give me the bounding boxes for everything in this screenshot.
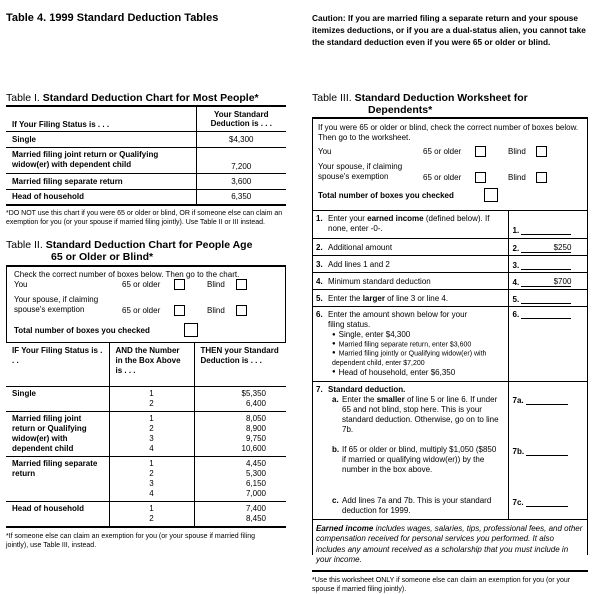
table2-you-age-label: 65 or older: [122, 280, 161, 289]
line7b-input[interactable]: [526, 455, 568, 456]
table3-you-blind-checkbox[interactable]: [536, 146, 547, 157]
table2-amount: 7,000: [245, 489, 266, 498]
table2-total-label: Total number of boxes you checked: [14, 326, 150, 335]
table3-spouse-blind-checkbox[interactable]: [536, 172, 547, 183]
table1-status: Married filing joint return or Qualifying widow(er) with dependent child: [6, 147, 196, 173]
caution-note: Caution: If you are married filing a separate return and your spouse itemizes deductions, or if you are a dual-status alien, you cannot take the standard deduction even if you were 65 or older or blind.: [312, 13, 586, 47]
table3-spouse-blind-label: Blind: [508, 173, 526, 182]
table2-col1-header: IF Your Filing Status is . . .: [6, 343, 109, 387]
table3-you-label: You: [318, 147, 332, 156]
line-ref: 7a.: [512, 395, 524, 405]
table3-checkbox-section: [318, 123, 586, 204]
table2-spouse-label: Your spouse, if claiming spouse's exemption: [14, 295, 99, 314]
table3-spouse-label: Your spouse, if claiming spouse's exemption: [318, 162, 403, 181]
table2-title-line2: 65 or Older or Blind*: [51, 251, 154, 263]
line6-input[interactable]: [521, 318, 571, 319]
table2-amount: 6,150: [245, 479, 266, 488]
table2-spouse-blind-checkbox[interactable]: [236, 305, 247, 316]
table2-amount: 8,450: [245, 514, 266, 523]
line7b-letter: b.: [332, 444, 340, 454]
table2-amount: 4,450: [245, 459, 266, 468]
earned-income-definition: [312, 520, 588, 572]
table3-you-age-label: 65 or older: [423, 147, 462, 156]
line-ref: 5.: [512, 295, 520, 304]
table1-col1-header: If Your Filing Status is . . .: [6, 107, 196, 131]
table2-instructions: Check the correct number of boxes below. Then go to the chart.: [14, 270, 240, 279]
table3-title-prefix: Table III.: [312, 92, 352, 104]
table2-number: 2: [149, 399, 154, 408]
table3-total-label: Total number of boxes you checked: [318, 191, 454, 200]
line6-bullet: ● Single, enter $4,300: [332, 330, 506, 340]
line2-label: Additional amount: [326, 239, 508, 256]
table3-you-blind-label: Blind: [508, 147, 526, 156]
table2-number: 1: [149, 389, 154, 398]
line5-post: of line 3 or line 4.: [387, 293, 449, 303]
table-row: [312, 381, 588, 519]
line5-input[interactable]: [521, 303, 571, 304]
table1-footnote: *DO NOT use this chart if you were 65 or older or blind, OR if someone else can claim an exemption for you (or your spouse if married filing jointly). Use Table II or III instead.: [6, 210, 283, 226]
table2-you-blind-label: Blind: [207, 280, 225, 289]
table3-footnote: *Use this worksheet ONLY if someone else can claim an exemption for you (or your spouse if married filing jointly).: [312, 576, 571, 593]
table2-amount: 9,750: [245, 434, 266, 443]
table-row: [6, 189, 286, 205]
table2-you-age-checkbox[interactable]: [174, 279, 185, 290]
table3-you-age-checkbox[interactable]: [475, 146, 486, 157]
table2-title: [6, 239, 252, 263]
line3-label: Add lines 1 and 2: [326, 256, 508, 273]
table2-you-blind-checkbox[interactable]: [236, 279, 247, 290]
table1-status: Head of household: [6, 189, 196, 205]
table2-status: Single: [6, 387, 109, 412]
table-row: [312, 273, 588, 290]
table1: [6, 107, 286, 227]
table1-title-prefix: Table I.: [6, 92, 40, 104]
table-row: [6, 173, 286, 189]
line7c-letter: c.: [332, 495, 339, 505]
line7b-text: If 65 or older or blind, multiply $1,050 ($850 if married or qualifying widow(er)) by the number in the box above.: [342, 444, 497, 474]
table-row: [312, 256, 588, 273]
table2-number: 4: [149, 444, 154, 453]
table2-status: Married filing separate return: [6, 457, 109, 502]
table-row: [312, 307, 588, 382]
table-row: [312, 239, 588, 256]
line6-text: Enter the amount shown below for your filing status.: [328, 310, 468, 329]
page-title: Table 4. 1999 Standard Deduction Tables: [6, 12, 219, 24]
table2-number: 3: [149, 434, 154, 443]
table2-spouse-blind-label: Blind: [207, 306, 225, 315]
line-number: 1.: [316, 214, 323, 223]
table-row: [312, 290, 588, 307]
table2-amount: 6,400: [245, 399, 266, 408]
table2-number: 4: [149, 489, 154, 498]
table1-title: [6, 92, 259, 104]
table1-title-text: Standard Deduction Chart for Most People*: [42, 92, 259, 104]
line-ref: 1.: [512, 226, 520, 235]
line7c-text: Add lines 7a and 7b. This is your standard deduction for 1999.: [342, 495, 492, 515]
line7-title: Standard deduction.: [328, 384, 406, 394]
line7a-letter: a.: [332, 394, 339, 404]
line4-value: $700: [521, 277, 571, 287]
line2-value: $250: [521, 243, 571, 253]
table1-col2-header: Your Standard Deduction is . . .: [210, 109, 272, 128]
line-ref: 6.: [512, 310, 520, 319]
line6-bullet: ● Married filing jointly or Qualifying widow(er) with dependent child, enter $7,200: [332, 349, 506, 367]
line6-bullet: ● Married filing separate return, enter $3,600: [332, 340, 506, 349]
table1-amount: 3,600: [231, 176, 252, 186]
line1-input[interactable]: [521, 234, 571, 235]
table2-status: Married filing joint return or Qualifying widow(er) with dependent child: [6, 412, 109, 457]
table-row: [6, 387, 286, 412]
table1-amount: $4,300: [229, 134, 254, 144]
line1-pre: Enter your: [328, 214, 365, 223]
table3-total-box[interactable]: [484, 188, 498, 202]
table-row: [6, 502, 286, 528]
table2-you-label: You: [14, 280, 28, 289]
table2: [6, 342, 286, 550]
line7a-post: of line 5 or line 6. If under 65 and not blind, stop here. This is your standard deduction. Otherwise, go on to line 7b.: [342, 394, 499, 434]
table-row: [6, 131, 286, 147]
table2-footnote: *If someone else can claim an exemption for you (or your spouse if married filing jointly), use Table III, instead.: [6, 533, 256, 549]
line-number: 5.: [316, 293, 323, 303]
table2-spouse-age-checkbox[interactable]: [174, 305, 185, 316]
table2-amount: 8,900: [245, 424, 266, 433]
table2-number: 1: [149, 414, 154, 423]
table2-title-prefix: Table II.: [6, 239, 43, 251]
table2-amount: 8,050: [245, 414, 266, 423]
line7a-pre: Enter the: [342, 394, 375, 404]
table2-total-box[interactable]: [184, 323, 198, 337]
table-row: [6, 457, 286, 502]
table2-number: 3: [149, 479, 154, 488]
line-number: 7.: [316, 384, 323, 394]
earned-income-term: Earned income: [316, 523, 374, 533]
table1-status: Married filing separate return: [6, 173, 196, 189]
table2-number: 1: [149, 459, 154, 468]
table1-amount: 7,200: [231, 161, 252, 171]
line5-bold: larger: [362, 293, 385, 303]
table2-status: Head of household: [6, 502, 109, 528]
table3-spouse-age-label: 65 or older: [423, 173, 462, 182]
line4-label: Minimum standard deduction: [326, 273, 508, 290]
table3-spouse-age-checkbox[interactable]: [475, 172, 486, 183]
table3-instructions: If you were 65 or older or blind, check the correct number of boxes below. Then go to the worksheet.: [318, 123, 579, 142]
table2-checkbox-section: [14, 270, 284, 341]
table2-number: 2: [149, 424, 154, 433]
line-ref: 2.: [512, 244, 520, 253]
line-number: 6.: [316, 310, 323, 319]
table2-amount: 7,400: [245, 504, 266, 513]
line-number: 4.: [316, 276, 323, 286]
table3-title-line2: Dependents*: [368, 104, 433, 116]
table2-amount: 5,300: [245, 469, 266, 478]
line6-bullet: ● Head of household, enter $6,350: [332, 368, 506, 378]
table2-amount: 10,600: [241, 444, 266, 453]
line-number: 3.: [316, 259, 323, 269]
table-row: [6, 147, 286, 173]
table-row: [6, 412, 286, 457]
table2-col3-header: THEN your Standard Deduction is . . .: [200, 346, 279, 365]
line-ref: 7b.: [512, 446, 525, 456]
table2-number: 1: [149, 504, 154, 513]
line-ref: 7c.: [512, 497, 524, 507]
table2-number: 2: [149, 469, 154, 478]
table1-amount: 6,350: [231, 192, 252, 202]
line-ref: 4.: [512, 278, 520, 287]
table-row: [312, 211, 588, 239]
line1-post: (defined below). If none, enter -0-.: [328, 214, 490, 233]
line-number: 2.: [316, 242, 323, 252]
table3-title: [312, 92, 528, 116]
table2-number: 2: [149, 514, 154, 523]
line5-pre: Enter the: [328, 293, 361, 303]
line7a-bold: smaller: [376, 394, 405, 404]
table2-title-line1: Standard Deduction Chart for People Age: [45, 239, 253, 251]
line1-bold: earned income: [367, 214, 424, 223]
table1-status: Single: [6, 131, 196, 147]
line-ref: 3.: [512, 261, 520, 270]
earned-income-text: includes wages, salaries, tips, professional fees, and other compensation received for personal services you performed. It also includes any amount received as a scholarship that you must include in your income.: [316, 523, 583, 565]
line3-input[interactable]: [521, 269, 571, 270]
table3-title-line1: Standard Deduction Worksheet for: [354, 92, 528, 104]
table2-amount: $5,350: [241, 389, 266, 398]
line7c-input[interactable]: [526, 506, 568, 507]
line7a-input[interactable]: [526, 404, 568, 405]
table2-col2-header: AND the Number in the Box Above is . . .: [109, 343, 194, 387]
table3-worksheet: [312, 210, 588, 594]
table2-spouse-age-label: 65 or older: [122, 306, 161, 315]
